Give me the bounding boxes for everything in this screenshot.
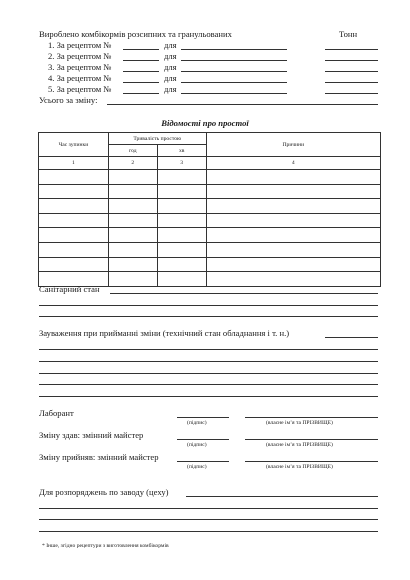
recipe-5-number-field[interactable] bbox=[123, 93, 159, 94]
accepted-name-field[interactable] bbox=[245, 461, 378, 462]
recipe-5-label: 5. За рецептом № bbox=[48, 84, 112, 94]
cell-minutes[interactable] bbox=[157, 272, 206, 287]
recipe-3-label: 3. За рецептом № bbox=[48, 62, 112, 72]
recipe-5-for: для bbox=[164, 84, 177, 94]
lab-name-field[interactable] bbox=[245, 417, 378, 418]
orders-label: Для розпоряджень по заводу (цеху) bbox=[39, 487, 169, 497]
recipe-2-number-field[interactable] bbox=[123, 60, 159, 61]
recipe-1-tons-field[interactable] bbox=[325, 49, 378, 50]
handed-sign-caption: (підпис) bbox=[187, 442, 207, 448]
cell-minutes[interactable] bbox=[157, 199, 206, 214]
handed-sign-field[interactable] bbox=[177, 439, 229, 440]
recipe-3-number-field[interactable] bbox=[123, 71, 159, 72]
sanitary-label: Санітарний стан bbox=[39, 284, 100, 294]
recipe-5-purpose-field[interactable] bbox=[181, 93, 287, 94]
recipe-1-number-field[interactable] bbox=[123, 49, 159, 50]
cell-hours[interactable] bbox=[108, 184, 157, 199]
recipe-4-tons-field[interactable] bbox=[325, 82, 378, 83]
cell-reasons[interactable] bbox=[206, 199, 380, 214]
remarks-field-5[interactable] bbox=[39, 384, 378, 385]
recipe-5-tons-field[interactable] bbox=[325, 93, 378, 94]
remarks-label: Зауваження при прийманні зміни (технічний стан обладнання і т. н.) bbox=[39, 328, 290, 338]
footnote: * Інше, згідно рецептури з виготовлення комбікормів bbox=[42, 543, 169, 549]
lab-sign-caption: (підпис) bbox=[187, 420, 207, 426]
header-hours: год bbox=[108, 145, 157, 157]
remarks-field-1[interactable] bbox=[325, 337, 378, 338]
remarks-field-2[interactable] bbox=[39, 349, 378, 350]
table-row bbox=[39, 242, 381, 257]
cell-minutes[interactable] bbox=[157, 242, 206, 257]
col-number-2: 2 bbox=[108, 157, 157, 170]
accepted-label: Зміну прийняв: змінний майстер bbox=[39, 452, 159, 462]
recipe-4-for: для bbox=[164, 73, 177, 83]
cell-reasons[interactable] bbox=[206, 228, 380, 243]
cell-minutes[interactable] bbox=[157, 184, 206, 199]
cell-stop-time[interactable] bbox=[39, 184, 109, 199]
cell-stop-time[interactable] bbox=[39, 199, 109, 214]
sanitary-field-3[interactable] bbox=[39, 316, 378, 317]
table-row bbox=[39, 257, 381, 272]
cell-reasons[interactable] bbox=[206, 242, 380, 257]
recipe-2-for: для bbox=[164, 51, 177, 61]
accepted-sign-caption: (підпис) bbox=[187, 464, 207, 470]
recipe-2-purpose-field[interactable] bbox=[181, 60, 287, 61]
col-number-3: 3 bbox=[157, 157, 206, 170]
header-stop-time: Час зупинки bbox=[39, 133, 109, 157]
downtime-title: Відомості про простої bbox=[161, 118, 249, 128]
header-reasons: Причини bbox=[206, 133, 380, 157]
recipe-1-purpose-field[interactable] bbox=[181, 49, 287, 50]
remarks-field-6[interactable] bbox=[39, 396, 378, 397]
cell-stop-time[interactable] bbox=[39, 257, 109, 272]
table-row bbox=[39, 228, 381, 243]
cell-minutes[interactable] bbox=[157, 213, 206, 228]
table-row bbox=[39, 199, 381, 214]
col-number-1: 1 bbox=[39, 157, 109, 170]
lab-name-caption: (власне ім’я та ПРІЗВИЩЕ) bbox=[266, 420, 333, 426]
cell-minutes[interactable] bbox=[157, 228, 206, 243]
table-row bbox=[39, 184, 381, 199]
sanitary-field-2[interactable] bbox=[39, 305, 378, 306]
cell-hours[interactable] bbox=[108, 170, 157, 185]
cell-minutes[interactable] bbox=[157, 170, 206, 185]
cell-minutes[interactable] bbox=[157, 257, 206, 272]
recipe-1-label: 1. За рецептом № bbox=[48, 40, 112, 50]
remarks-field-4[interactable] bbox=[39, 373, 378, 374]
orders-field-1[interactable] bbox=[186, 496, 378, 497]
cell-reasons[interactable] bbox=[206, 184, 380, 199]
total-label: Усього за зміну: bbox=[39, 95, 98, 105]
lab-label: Лаборант bbox=[39, 408, 74, 418]
cell-hours[interactable] bbox=[108, 228, 157, 243]
recipe-2-tons-field[interactable] bbox=[325, 60, 378, 61]
recipe-4-purpose-field[interactable] bbox=[181, 82, 287, 83]
table-row bbox=[39, 213, 381, 228]
recipe-3-tons-field[interactable] bbox=[325, 71, 378, 72]
orders-field-4[interactable] bbox=[39, 531, 378, 532]
sanitary-field-1[interactable] bbox=[110, 293, 378, 294]
cell-stop-time[interactable] bbox=[39, 242, 109, 257]
recipe-3-for: для bbox=[164, 62, 177, 72]
unit-label: Тонн bbox=[339, 29, 358, 39]
remarks-field-3[interactable] bbox=[39, 361, 378, 362]
total-field[interactable] bbox=[107, 104, 378, 105]
orders-field-3[interactable] bbox=[39, 519, 378, 520]
recipe-4-label: 4. За рецептом № bbox=[48, 73, 112, 83]
table-row bbox=[39, 170, 381, 185]
cell-hours[interactable] bbox=[108, 242, 157, 257]
recipe-2-label: 2. За рецептом № bbox=[48, 51, 112, 61]
cell-reasons[interactable] bbox=[206, 170, 380, 185]
cell-reasons[interactable] bbox=[206, 213, 380, 228]
cell-reasons[interactable] bbox=[206, 272, 380, 287]
recipe-1-for: для bbox=[164, 40, 177, 50]
cell-hours[interactable] bbox=[108, 213, 157, 228]
accepted-name-caption: (власне ім’я та ПРІЗВИЩЕ) bbox=[266, 464, 333, 470]
recipe-4-number-field[interactable] bbox=[123, 82, 159, 83]
cell-stop-time[interactable] bbox=[39, 228, 109, 243]
cell-stop-time[interactable] bbox=[39, 213, 109, 228]
col-number-4: 4 bbox=[206, 157, 380, 170]
cell-stop-time[interactable] bbox=[39, 170, 109, 185]
orders-field-2[interactable] bbox=[39, 508, 378, 509]
lab-sign-field[interactable] bbox=[177, 417, 229, 418]
recipe-3-purpose-field[interactable] bbox=[181, 71, 287, 72]
production-heading: Вироблено комбікормів розсипних та гранульованих bbox=[39, 29, 232, 39]
header-duration: Тривалість простою bbox=[108, 133, 206, 145]
handed-name-field[interactable] bbox=[245, 439, 378, 440]
handed-name-caption: (власне ім’я та ПРІЗВИЩЕ) bbox=[266, 442, 333, 448]
cell-hours[interactable] bbox=[108, 257, 157, 272]
cell-hours[interactable] bbox=[108, 272, 157, 287]
downtime-table bbox=[38, 132, 381, 287]
handed-label: Зміну здав: змінний майстер bbox=[39, 430, 144, 440]
accepted-sign-field[interactable] bbox=[177, 461, 229, 462]
header-minutes: хв bbox=[157, 145, 206, 157]
cell-reasons[interactable] bbox=[206, 257, 380, 272]
cell-hours[interactable] bbox=[108, 199, 157, 214]
